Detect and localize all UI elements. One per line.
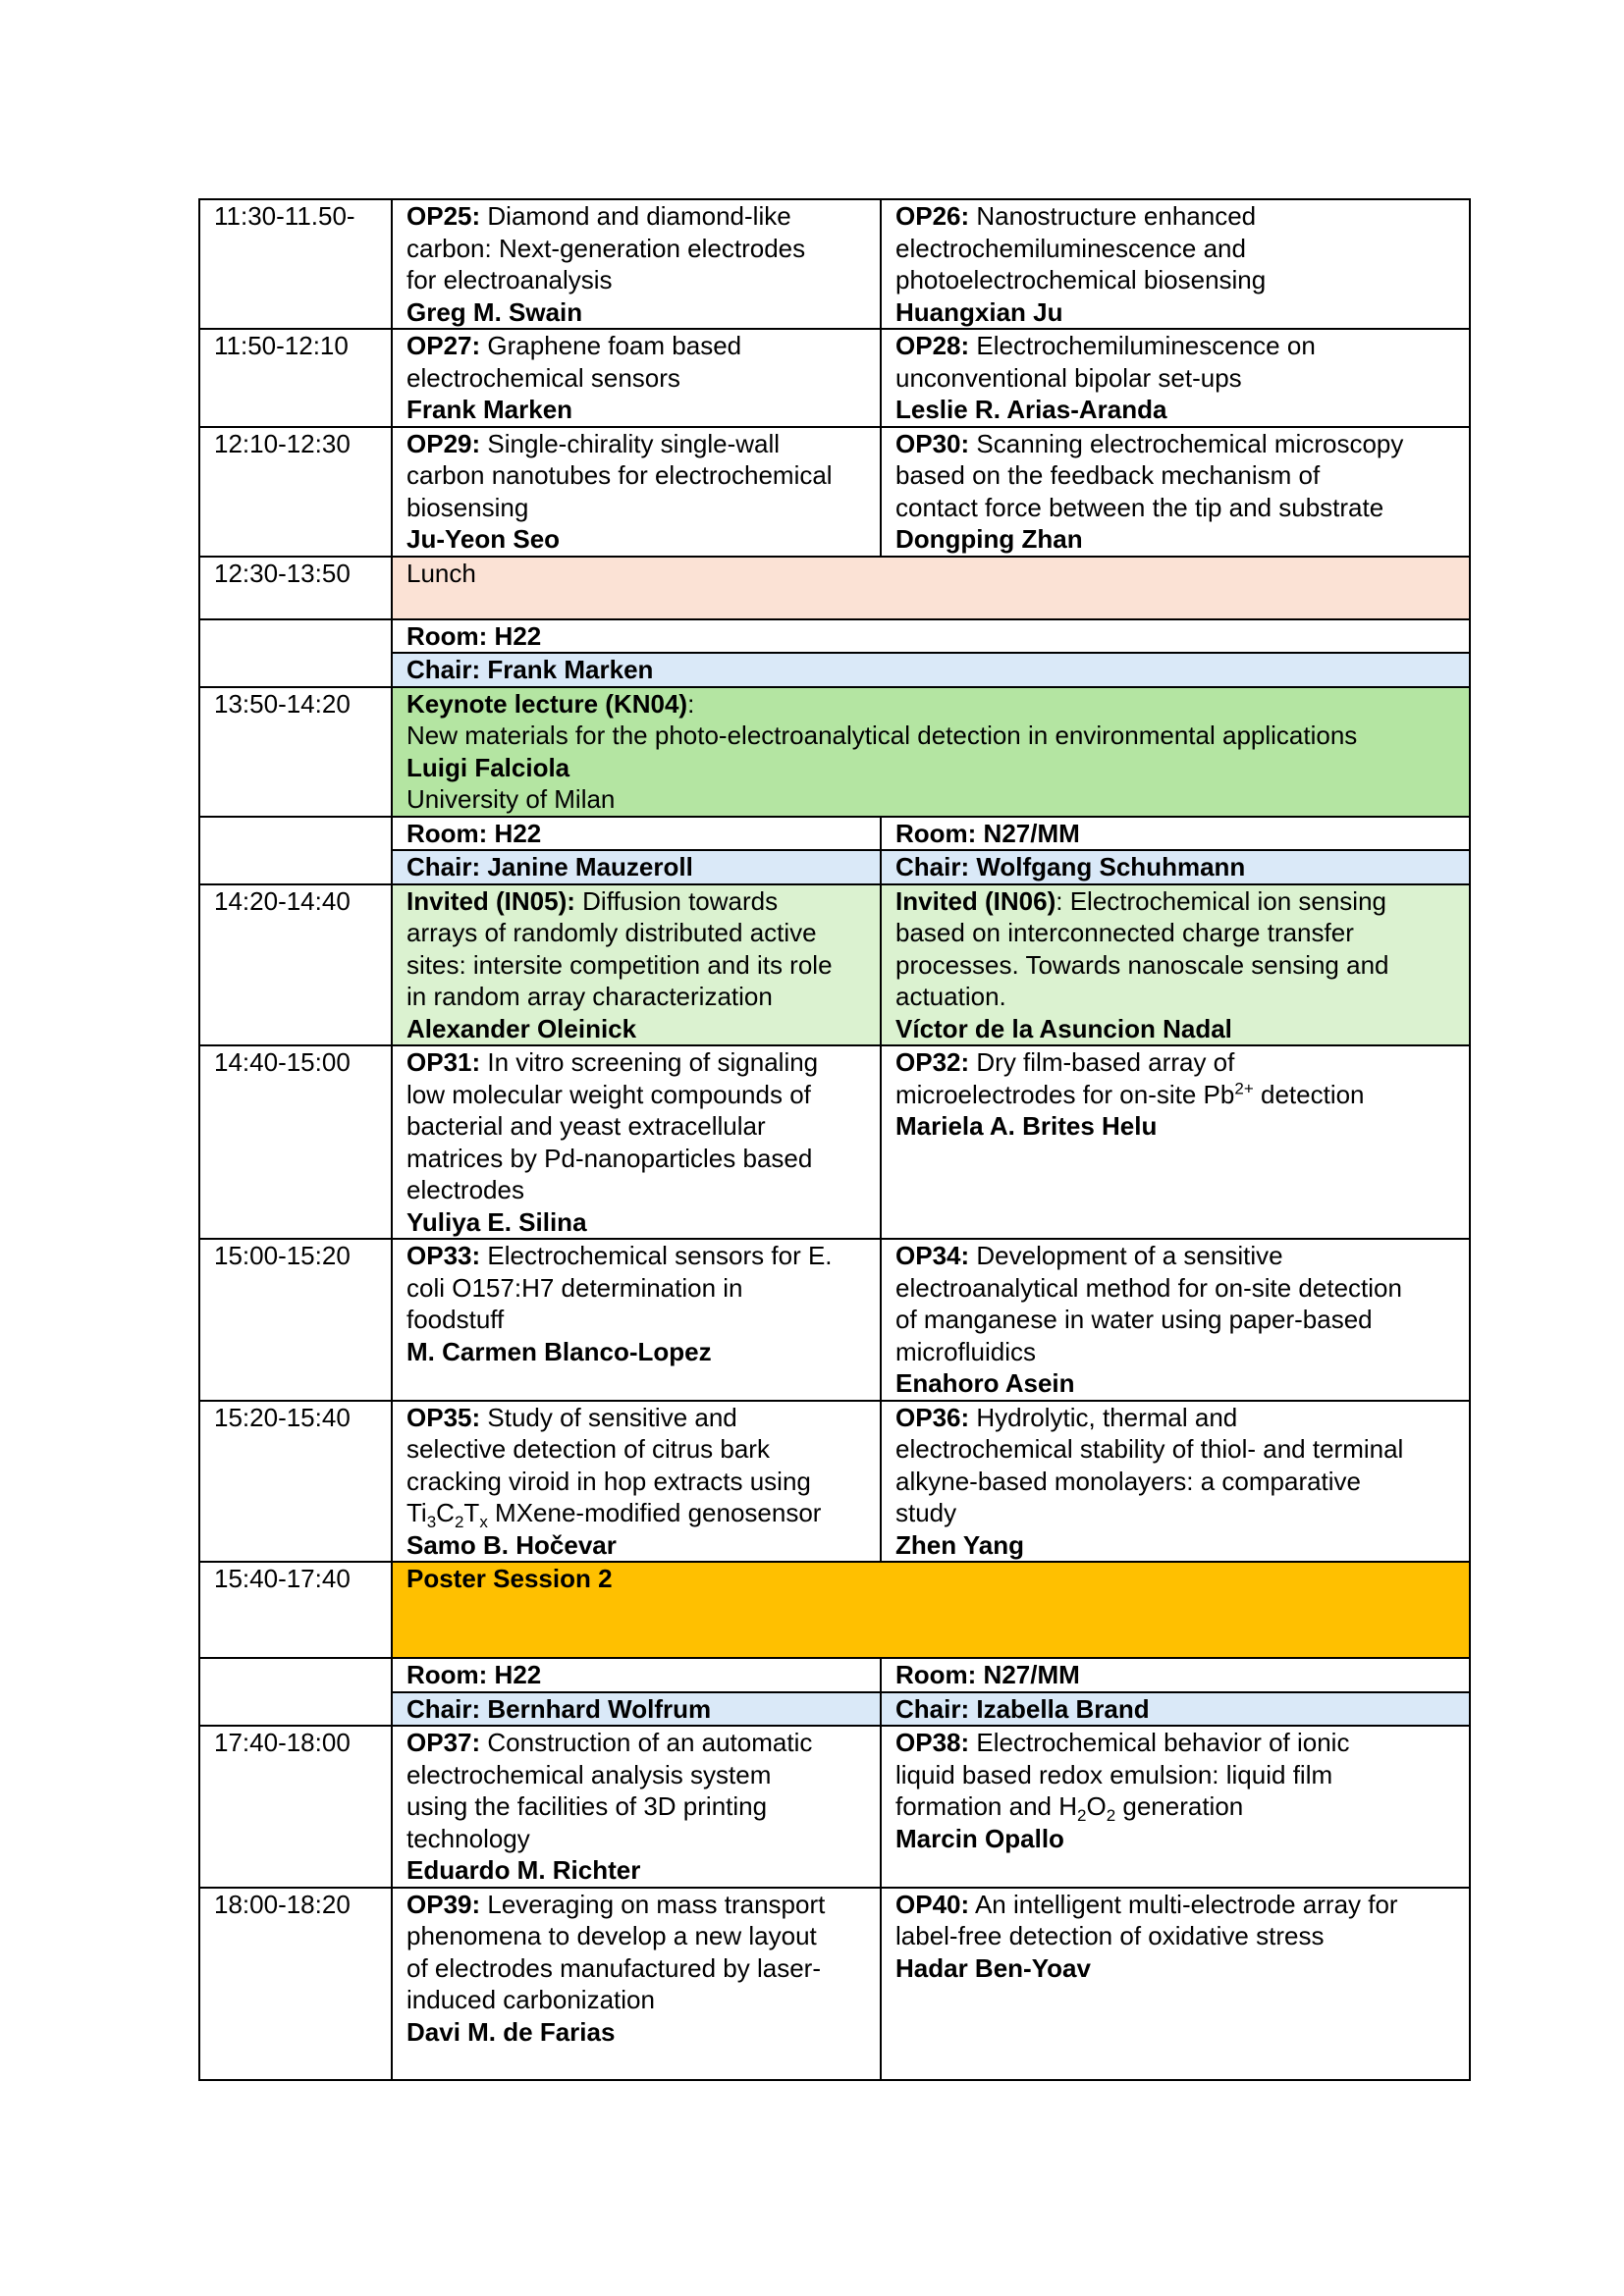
table-row bbox=[199, 329, 1470, 427]
talk-code: OP29: bbox=[406, 428, 481, 458]
talk-code: OP34: bbox=[895, 1241, 970, 1270]
speaker-name: M. Carmen Blanco-Lopez bbox=[406, 1336, 712, 1366]
table-row bbox=[199, 199, 1470, 329]
room-label: Room: N27/MM bbox=[895, 818, 1080, 848]
lunch-cell: Lunch bbox=[392, 557, 1470, 619]
speaker-name: Davi M. de Farias bbox=[406, 2016, 616, 2047]
speaker-name: Yuliya E. Silina bbox=[406, 1206, 587, 1237]
talk-title: Study of sensitive and bbox=[487, 1402, 737, 1432]
room-label: Room: H22 bbox=[406, 1660, 542, 1689]
talk-title: microfluidics bbox=[895, 1336, 1037, 1366]
speaker-name: Hadar Ben-Yoav bbox=[895, 1952, 1091, 1983]
time-cell: 17:40-18:00 bbox=[199, 1726, 392, 1888]
talk-title: Dry film-based array of bbox=[976, 1047, 1235, 1077]
affiliation: University of Milan bbox=[406, 784, 616, 814]
talk-cell bbox=[881, 1726, 1470, 1888]
time-cell: 15:20-15:40 bbox=[199, 1401, 392, 1563]
table-row bbox=[199, 884, 1470, 1046]
talk-title: An intelligent multi-electrode array for bbox=[974, 1889, 1398, 1919]
talk-cell bbox=[881, 1239, 1470, 1401]
time-cell: 13:50-14:20 bbox=[199, 687, 392, 817]
talk-title: carbon nanotubes for electrochemical bbox=[406, 460, 833, 490]
poster-label: Poster Session 2 bbox=[406, 1564, 613, 1593]
talk-title: Leveraging on mass transport bbox=[487, 1889, 826, 1919]
talk-title: study bbox=[895, 1498, 957, 1527]
talk-code: OP38: bbox=[895, 1728, 970, 1757]
talk-code: OP39: bbox=[406, 1889, 481, 1919]
talk-cell bbox=[881, 329, 1470, 427]
chair-label: Chair: Bernhard Wolfrum bbox=[406, 1693, 712, 1724]
time-cell: 15:00-15:20 bbox=[199, 1239, 392, 1401]
time-cell: 18:00-18:20 bbox=[199, 1888, 392, 2080]
talk-code: OP31: bbox=[406, 1047, 481, 1077]
speaker-name: Eduardo M. Richter bbox=[406, 1855, 641, 1885]
talk-title: Scanning electrochemical microscopy bbox=[976, 428, 1404, 458]
schedule-table bbox=[198, 198, 1471, 2081]
talk-title: carbon: Next-generation electrodes bbox=[406, 233, 806, 263]
talk-cell bbox=[392, 1045, 881, 1239]
speaker-name: Ju-Yeon Seo bbox=[406, 524, 561, 554]
talk-title: in random array characterization bbox=[406, 982, 773, 1011]
talk-title: $Ti_3C_2T_x$ MXene-modified genosensor bbox=[406, 1498, 822, 1532]
talk-title: contact force between the tip and substrate bbox=[895, 492, 1384, 522]
talk-title: electroanalytical method for on-site detection bbox=[895, 1272, 1402, 1303]
talk-title: electrodes bbox=[406, 1175, 524, 1204]
speaker-name: Frank Marken bbox=[406, 395, 573, 424]
chair-label: Chair: Janine Mauzeroll bbox=[406, 852, 693, 881]
table-row bbox=[199, 427, 1470, 557]
talk-title: cracking viroid in hop extracts using bbox=[406, 1466, 811, 1496]
talk-title: In vitro screening of signaling bbox=[487, 1047, 819, 1077]
speaker-name: Samo B. Hočevar bbox=[406, 1529, 617, 1560]
keynote-heading: Keynote lecture (KN04) bbox=[406, 688, 688, 719]
table-row bbox=[199, 1562, 1470, 1658]
talk-title: Electrochemical behavior of ionic bbox=[976, 1728, 1350, 1757]
talk-cell bbox=[881, 427, 1470, 557]
talk-title: actuation. bbox=[895, 982, 1006, 1011]
talk-title: of electrodes manufactured by laser- bbox=[406, 1952, 821, 1983]
speaker-name: Alexander Oleinick bbox=[406, 1013, 637, 1043]
chair-cell bbox=[392, 1692, 881, 1727]
talk-title: New materials for the photo-electroanalytical detection in environmental applications bbox=[406, 721, 1358, 750]
speaker-name: Luigi Falciola bbox=[406, 752, 570, 782]
talk-title: Diffusion towards bbox=[582, 885, 779, 916]
talk-title: biosensing bbox=[406, 492, 529, 522]
talk-title: Graphene foam based bbox=[487, 331, 742, 360]
talk-code: OP35: bbox=[406, 1402, 481, 1432]
talk-code: Invited (IN06) bbox=[895, 885, 1056, 916]
talk-cell bbox=[392, 884, 881, 1046]
talk-title: electrochemical analysis system bbox=[406, 1759, 772, 1789]
table-row bbox=[199, 1726, 1470, 1888]
talk-title: Electrochemiluminescence on bbox=[976, 331, 1316, 360]
talk-title: for electroanalysis bbox=[406, 265, 613, 294]
talk-title: low molecular weight compounds of bbox=[406, 1079, 811, 1109]
talk-cell bbox=[392, 1888, 881, 2080]
time-cell: 12:30-13:50 bbox=[199, 557, 392, 619]
talk-title: foodstuff bbox=[406, 1305, 505, 1334]
talk-title: Hydrolytic, thermal and bbox=[976, 1402, 1238, 1432]
talk-title: based on interconnected charge transfer bbox=[895, 918, 1354, 947]
time-cell bbox=[199, 619, 392, 687]
talk-title: technology bbox=[406, 1823, 530, 1853]
talk-title: Diamond and diamond-like bbox=[487, 201, 791, 231]
time-cell: 14:40-15:00 bbox=[199, 1045, 392, 1239]
chair-label: Chair: Frank Marken bbox=[406, 655, 654, 684]
talk-code: OP40: bbox=[895, 1889, 970, 1919]
talk-cell bbox=[392, 199, 881, 329]
talk-title: Electrochemical sensors for E. bbox=[487, 1241, 833, 1270]
talk-code: Invited (IN05): bbox=[406, 885, 575, 916]
talk-code: OP36: bbox=[895, 1402, 970, 1432]
table-row bbox=[199, 817, 1470, 851]
table-row bbox=[199, 1401, 1470, 1563]
talk-title: photoelectrochemical biosensing bbox=[895, 265, 1267, 294]
room-cell bbox=[881, 817, 1470, 851]
speaker-name: Greg M. Swain bbox=[406, 296, 583, 327]
talk-code: OP25: bbox=[406, 201, 481, 231]
time-cell bbox=[199, 817, 392, 884]
talk-code: OP33: bbox=[406, 1241, 481, 1270]
table-row bbox=[199, 1239, 1470, 1401]
talk-title: Electrochemical ion sensing bbox=[1069, 885, 1386, 916]
talk-cell bbox=[392, 427, 881, 557]
chair-label: Chair: Izabella Brand bbox=[895, 1693, 1150, 1724]
talk-cell bbox=[392, 329, 881, 427]
talk-cell bbox=[881, 1401, 1470, 1563]
talk-title: Nanostructure enhanced bbox=[976, 201, 1257, 231]
room-cell bbox=[392, 817, 881, 851]
speaker-name: Víctor de la Asuncion Nadal bbox=[895, 1013, 1232, 1043]
talk-title: electrochemiluminescence and bbox=[895, 233, 1246, 263]
chair-cell bbox=[881, 1692, 1470, 1727]
keynote-cell: Keynote lecture (KN04): New materials for the photo-electroanalytical detection in environmental applications Luigi Falciola University of Milan bbox=[392, 687, 1470, 817]
room-label: Room: N27/MM bbox=[895, 1660, 1080, 1689]
speaker-name: Zhen Yang bbox=[895, 1529, 1024, 1560]
speaker-name: Dongping Zhan bbox=[895, 524, 1083, 554]
talk-title: coli O157:H7 determination in bbox=[406, 1272, 743, 1303]
speaker-name: Leslie R. Arias-Aranda bbox=[895, 395, 1167, 424]
speaker-name: Huangxian Ju bbox=[895, 296, 1063, 327]
talk-code: OP26: bbox=[895, 201, 970, 231]
talk-title: phenomena to develop a new layout bbox=[406, 1921, 817, 1950]
talk-title: liquid based redox emulsion: liquid film bbox=[895, 1759, 1333, 1789]
room-cell bbox=[881, 1658, 1470, 1692]
poster-session-cell bbox=[392, 1562, 1470, 1658]
talk-title: Development of a sensitive bbox=[976, 1241, 1283, 1270]
time-cell: 15:40-17:40 bbox=[199, 1562, 392, 1658]
talk-title: processes. Towards nanoscale sensing and bbox=[895, 949, 1389, 980]
room-label: Room: H22 bbox=[406, 818, 542, 848]
time-cell: 11:30-11.50- bbox=[199, 199, 392, 329]
talk-title: formation and $H_2O_2$ generation bbox=[895, 1791, 1244, 1826]
time-cell: 12:10-12:30 bbox=[199, 427, 392, 557]
talk-code: OP37: bbox=[406, 1728, 481, 1757]
chair-cell bbox=[881, 850, 1470, 884]
speaker-name: Enahoro Asein bbox=[895, 1368, 1075, 1398]
talk-title: label-free detection of oxidative stress bbox=[895, 1921, 1325, 1950]
talk-title: using the facilities of 3D printing bbox=[406, 1791, 768, 1821]
time-cell: 11:50-12:10 bbox=[199, 329, 392, 427]
table-row bbox=[199, 1658, 1470, 1692]
talk-title: matrices by Pd-nanoparticles based bbox=[406, 1143, 813, 1173]
room-cell bbox=[392, 619, 1470, 654]
chair-cell bbox=[392, 653, 1470, 687]
talk-title: based on the feedback mechanism of bbox=[895, 460, 1321, 490]
talk-title: microelectrodes for on-site $Pb^{2+}$ detection bbox=[895, 1078, 1365, 1109]
talk-code: OP30: bbox=[895, 428, 970, 458]
table-row bbox=[199, 557, 1470, 619]
talk-cell bbox=[881, 199, 1470, 329]
talk-cell bbox=[392, 1726, 881, 1888]
talk-title: electrochemical sensors bbox=[406, 362, 680, 393]
talk-cell bbox=[392, 1239, 881, 1401]
talk-title: alkyne-based monolayers: a comparative bbox=[895, 1466, 1362, 1496]
table-row bbox=[199, 1045, 1470, 1239]
talk-title: induced carbonization bbox=[406, 1985, 655, 2014]
talk-cell bbox=[881, 1888, 1470, 2080]
talk-cell bbox=[392, 1401, 881, 1563]
talk-title: selective detection of citrus bark bbox=[406, 1434, 770, 1464]
table-row bbox=[199, 1888, 1470, 2080]
talk-title: electrochemical stability of thiol- and terminal bbox=[895, 1434, 1404, 1464]
talk-title: Construction of an automatic bbox=[487, 1728, 813, 1757]
time-cell bbox=[199, 1658, 392, 1726]
chair-cell bbox=[392, 850, 881, 884]
time-cell: 14:20-14:40 bbox=[199, 884, 392, 1046]
talk-title: sites: intersite competition and its role bbox=[406, 949, 833, 980]
talk-cell bbox=[881, 1045, 1470, 1239]
room-cell bbox=[392, 1658, 881, 1692]
talk-code: OP32: bbox=[895, 1047, 970, 1077]
speaker-name: Mariela A. Brites Helu bbox=[895, 1111, 1158, 1141]
chair-label: Chair: Wolfgang Schuhmann bbox=[895, 852, 1246, 881]
talk-code: OP27: bbox=[406, 331, 481, 360]
table-row bbox=[199, 687, 1470, 817]
room-label: Room: H22 bbox=[406, 620, 542, 651]
talk-title: unconventional bipolar set-ups bbox=[895, 362, 1242, 393]
talk-title: of manganese in water using paper-based bbox=[895, 1305, 1373, 1334]
talk-title: bacterial and yeast extracellular bbox=[406, 1111, 766, 1141]
talk-code: OP28: bbox=[895, 331, 970, 360]
speaker-name: Marcin Opallo bbox=[895, 1823, 1064, 1853]
talk-title: arrays of randomly distributed active bbox=[406, 918, 817, 947]
table-row bbox=[199, 619, 1470, 654]
talk-cell: Invited (IN06): Electrochemical ion sensing based on interconnected charge transfer processes. Towards nanoscale sensing and actuation. Víctor de la Asuncion Nadal bbox=[881, 884, 1470, 1046]
talk-title: Single-chirality single-wall bbox=[487, 428, 781, 458]
